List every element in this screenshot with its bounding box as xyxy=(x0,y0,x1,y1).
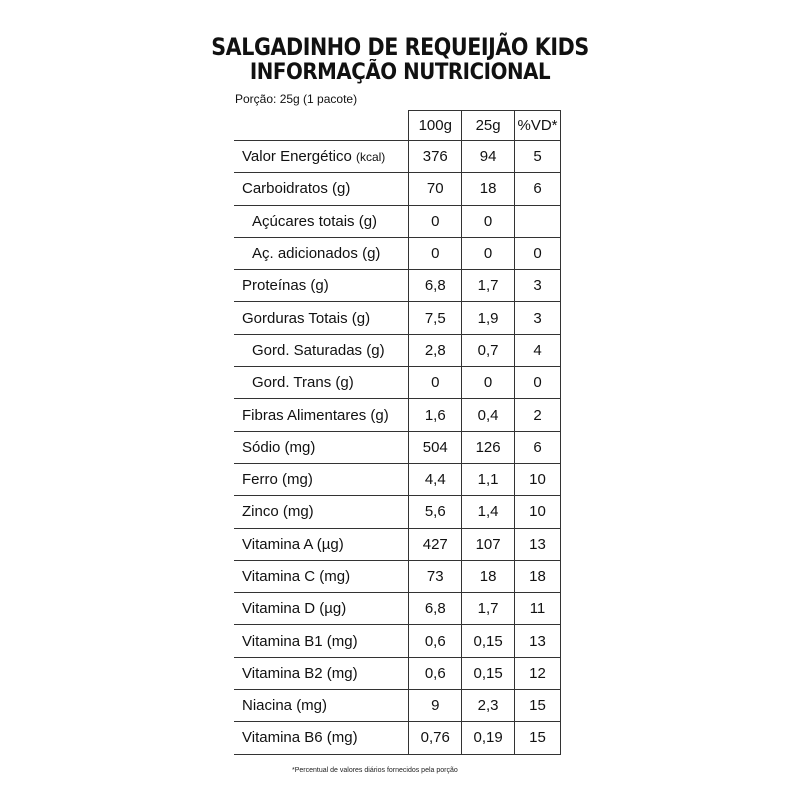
nutrient-label: Gorduras Totais (g) xyxy=(242,309,371,327)
value-per-portion: 1,4 xyxy=(462,496,515,528)
table-row xyxy=(234,302,561,334)
table-header-row xyxy=(234,111,561,141)
nutrient-name xyxy=(234,528,409,560)
nutrient-name xyxy=(234,141,409,173)
table-row xyxy=(234,560,561,592)
value-per-portion: 107 xyxy=(462,528,515,560)
value-percent-dv xyxy=(515,205,561,237)
table-row xyxy=(234,399,561,431)
value-percent-dv: 6 xyxy=(515,431,561,463)
value-per-portion: 126 xyxy=(462,431,515,463)
value-percent-dv: 12 xyxy=(515,657,561,689)
nutrient-label: Açúcares totais (g) xyxy=(252,212,378,230)
nutrient-label: Ferro (mg) xyxy=(242,471,313,489)
product-title: SALGADINHO DE REQUEIJÃO KIDS xyxy=(211,33,589,61)
nutrient-label: Vitamina A (µg) xyxy=(242,535,344,553)
value-per-100g: 70 xyxy=(409,173,462,205)
portion-size: Porção: 25g (1 pacote) xyxy=(235,92,358,106)
value-per-100g: 0 xyxy=(409,205,462,237)
table-row xyxy=(234,625,561,657)
value-percent-dv: 15 xyxy=(515,722,561,754)
nutrient-name xyxy=(234,270,409,302)
value-percent-dv: 10 xyxy=(515,496,561,528)
nutrient-label: Vitamina B6 (mg) xyxy=(242,729,358,747)
value-per-100g: 0 xyxy=(409,367,462,399)
nutrient-label: Vitamina B2 (mg) xyxy=(242,664,358,682)
value-percent-dv: 5 xyxy=(515,141,561,173)
value-per-100g: 427 xyxy=(409,528,462,560)
table-row xyxy=(234,173,561,205)
header-blank-cell xyxy=(234,111,409,141)
value-per-100g: 6,8 xyxy=(409,270,462,302)
column-header-vd: %VD* xyxy=(515,111,561,141)
value-per-portion: 1,1 xyxy=(462,463,515,495)
table-row xyxy=(234,722,561,754)
nutrient-name xyxy=(234,463,409,495)
value-per-100g: 0,76 xyxy=(409,722,462,754)
value-per-100g: 73 xyxy=(409,560,462,592)
nutrient-label: Valor Energético xyxy=(242,148,352,166)
section-title: INFORMAÇÃO NUTRICIONAL xyxy=(249,60,551,85)
nutrient-label: Gord. Saturadas (g) xyxy=(252,341,385,359)
value-per-portion: 0 xyxy=(462,367,515,399)
footnote: *Percentual de valores diários fornecidos pela porção xyxy=(292,767,458,774)
table-row xyxy=(234,528,561,560)
table-row xyxy=(234,334,561,366)
value-percent-dv: 3 xyxy=(515,302,561,334)
nutrient-name xyxy=(234,205,409,237)
value-percent-dv: 2 xyxy=(515,399,561,431)
nutrient-label: Fibras Alimentares (g) xyxy=(242,406,389,424)
value-per-100g: 0,6 xyxy=(409,625,462,657)
value-percent-dv: 13 xyxy=(515,528,561,560)
table-row xyxy=(234,431,561,463)
table-row xyxy=(234,593,561,625)
value-per-portion: 18 xyxy=(462,560,515,592)
nutrient-name xyxy=(234,334,409,366)
nutrient-name xyxy=(234,496,409,528)
table-row xyxy=(234,270,561,302)
value-per-100g: 6,8 xyxy=(409,593,462,625)
value-per-portion: 2,3 xyxy=(462,690,515,722)
value-per-100g: 504 xyxy=(409,431,462,463)
value-per-100g: 9 xyxy=(409,690,462,722)
nutrient-name xyxy=(234,657,409,689)
value-per-100g: 376 xyxy=(409,141,462,173)
value-per-portion: 0 xyxy=(462,205,515,237)
nutrient-name xyxy=(234,237,409,269)
nutrient-name xyxy=(234,302,409,334)
nutrient-label: Carboidratos (g) xyxy=(242,180,351,198)
value-percent-dv: 0 xyxy=(515,367,561,399)
table-row xyxy=(234,463,561,495)
nutrient-unit: (kcal) xyxy=(355,150,386,165)
value-percent-dv: 10 xyxy=(515,463,561,495)
nutrient-label: Proteínas (g) xyxy=(242,277,329,295)
value-per-portion: 0,4 xyxy=(462,399,515,431)
table-row xyxy=(234,237,561,269)
value-per-portion: 0,19 xyxy=(462,722,515,754)
value-percent-dv: 11 xyxy=(515,593,561,625)
column-header-25g: 25g xyxy=(462,111,515,141)
value-per-100g: 0,6 xyxy=(409,657,462,689)
nutrient-name xyxy=(234,367,409,399)
nutrient-label: Sódio (mg) xyxy=(242,438,316,456)
nutrient-name xyxy=(234,593,409,625)
value-per-portion: 1,7 xyxy=(462,593,515,625)
value-percent-dv: 0 xyxy=(515,237,561,269)
nutrient-name xyxy=(234,625,409,657)
value-per-portion: 1,9 xyxy=(462,302,515,334)
nutrient-name xyxy=(234,431,409,463)
table-row xyxy=(234,496,561,528)
nutrient-name xyxy=(234,399,409,431)
value-per-100g: 1,6 xyxy=(409,399,462,431)
nutrient-label: Gord. Trans (g) xyxy=(252,374,354,392)
value-per-100g: 7,5 xyxy=(409,302,462,334)
value-percent-dv: 13 xyxy=(515,625,561,657)
value-percent-dv: 15 xyxy=(515,690,561,722)
value-per-portion: 0,15 xyxy=(462,625,515,657)
value-per-100g: 2,8 xyxy=(409,334,462,366)
value-per-portion: 0,15 xyxy=(462,657,515,689)
nutrient-label: Vitamina C (mg) xyxy=(242,568,351,585)
table-row xyxy=(234,367,561,399)
nutrient-name xyxy=(234,690,409,722)
value-percent-dv: 4 xyxy=(515,334,561,366)
nutrient-label: Vitamina D (µg) xyxy=(242,600,347,618)
value-per-100g: 4,4 xyxy=(409,463,462,495)
value-per-100g: 5,6 xyxy=(409,496,462,528)
value-per-portion: 0,7 xyxy=(462,334,515,366)
nutrient-name xyxy=(234,722,409,754)
nutrient-label: Zinco (mg) xyxy=(242,503,314,521)
value-percent-dv: 3 xyxy=(515,270,561,302)
nutrient-label: Aç. adicionados (g) xyxy=(252,245,381,263)
nutrient-name xyxy=(234,560,409,592)
value-per-100g: 0 xyxy=(409,237,462,269)
value-per-portion: 0 xyxy=(462,237,515,269)
table-row xyxy=(234,205,561,237)
nutrition-table xyxy=(234,110,561,755)
value-per-portion: 18 xyxy=(462,173,515,205)
table-row xyxy=(234,141,561,173)
nutrient-label: Vitamina B1 (mg) xyxy=(242,632,358,650)
table-row xyxy=(234,657,561,689)
value-per-portion: 94 xyxy=(462,141,515,173)
nutrient-name xyxy=(234,173,409,205)
nutrient-label: Niacina (mg) xyxy=(242,697,328,715)
value-percent-dv: 6 xyxy=(515,173,561,205)
table-row xyxy=(234,690,561,722)
value-percent-dv: 18 xyxy=(515,560,561,592)
column-header-100g: 100g xyxy=(409,111,462,141)
value-per-portion: 1,7 xyxy=(462,270,515,302)
